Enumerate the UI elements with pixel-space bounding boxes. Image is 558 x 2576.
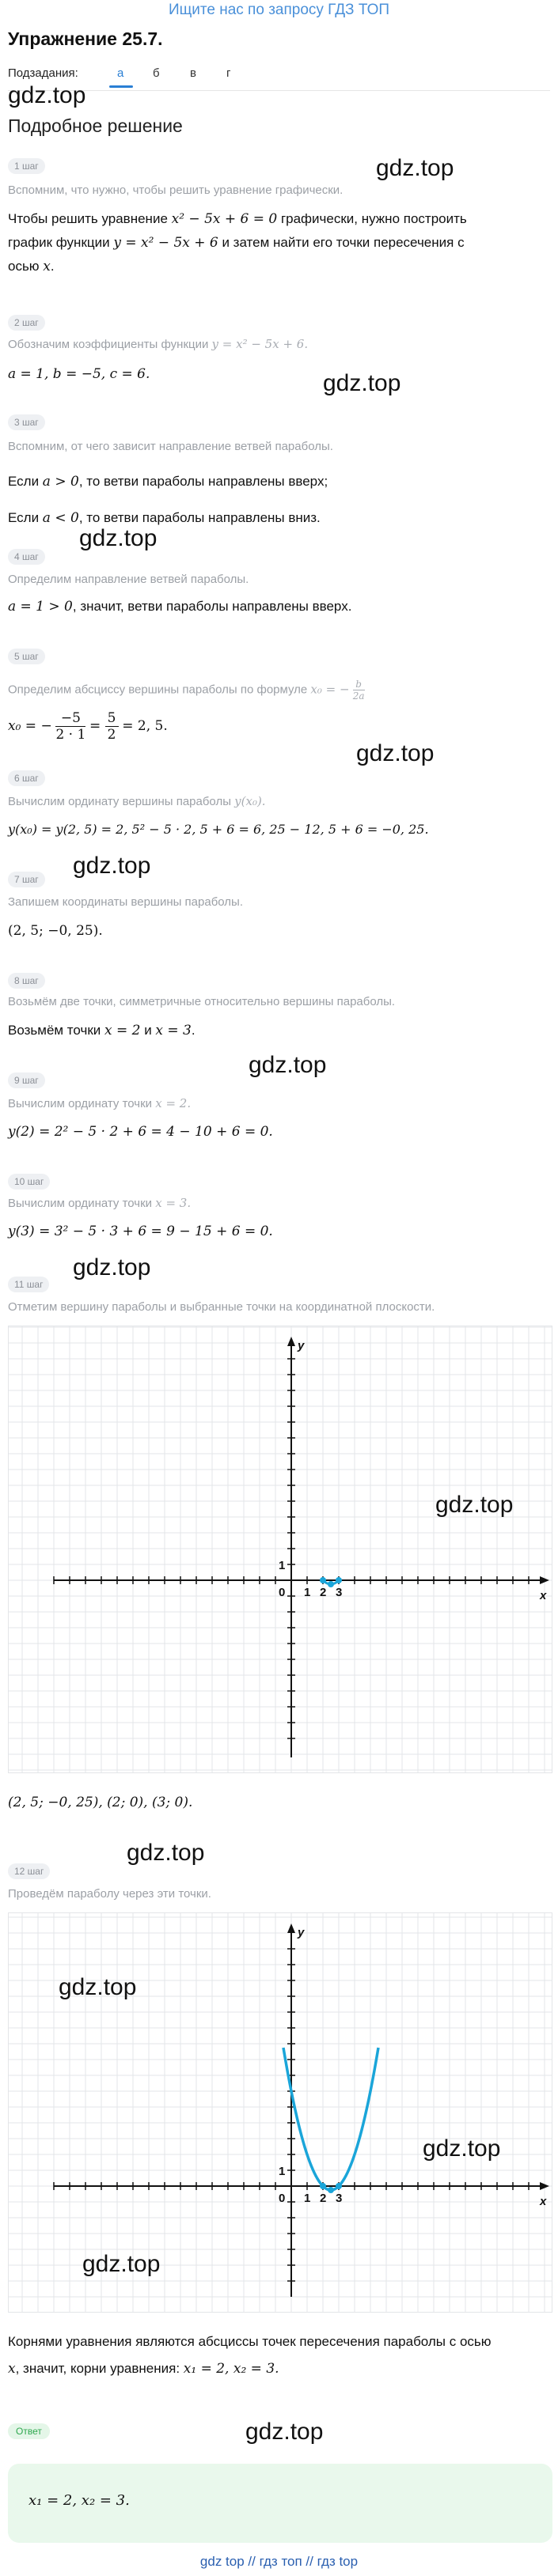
y-axis-arrow xyxy=(287,1923,295,1933)
plot-point xyxy=(320,1577,326,1583)
step-hint: Вычислим ординату вершины параболы y(x₀). xyxy=(8,794,266,808)
step-badge: 10 шаг xyxy=(8,1174,50,1190)
y-tick-label: 1 xyxy=(279,1559,286,1572)
answer-math: x₁ = 2, x₂ = 3. xyxy=(28,2492,130,2509)
origin-label: 0 xyxy=(279,2192,286,2205)
divider xyxy=(8,90,550,91)
x-tick-label: 2 xyxy=(320,1586,327,1599)
plot-point xyxy=(336,1577,342,1583)
watermark: gdz.top xyxy=(73,1254,151,1280)
step-badge: 2 шаг xyxy=(8,315,45,331)
watermark: gdz.top xyxy=(245,2419,324,2445)
points-list: (2, 5; −0, 25), (2; 0), (3; 0). xyxy=(8,1795,193,1810)
footer-links[interactable]: gdz top // гдз топ // гдз top xyxy=(199,2554,359,2569)
watermark: gdz.top xyxy=(249,1052,327,1078)
step-text: Чтобы решить уравнение x² − 5x + 6 = 0 графически, нужно построить график функции y = x² − 5x + 6 и затем найти его точки пересечения с осью x. xyxy=(8,211,467,274)
plot-point xyxy=(328,1581,334,1587)
step-hint: Определим абсциссу вершины параболы по формуле x₀ = − $\frac{b}{2a}$ xyxy=(8,679,365,702)
step-hint: Запишем координаты вершины параболы. xyxy=(8,895,244,909)
step-hint: Определим направление ветвей параболы. xyxy=(8,573,249,586)
x-tick-label: 1 xyxy=(304,2192,311,2205)
watermark: gdz.top xyxy=(82,2251,161,2277)
step-hint: Вспомним, от чего зависит направление ветвей параболы. xyxy=(8,440,333,453)
section-title: Подробное решение xyxy=(8,115,183,136)
step-badge: 3 шаг xyxy=(8,414,45,430)
step-hint: Возьмём две точки, симметричные относительно вершины параболы. xyxy=(8,995,396,1008)
step-badge: 11 шаг xyxy=(8,1277,49,1292)
step-math: y(x₀) = y(2, 5) = 2, 5² − 5 · 2, 5 + 6 = 6, 25 − 12, 5 + 6 = −0, 25. xyxy=(8,822,429,837)
subtasks-label: Подзадания: xyxy=(8,66,78,80)
step-text: Возьмём точки x = 2 и x = 3. xyxy=(8,1023,195,1038)
step-math: x₀ = − $\frac{-5}{2 \cdot 1}$ = $\frac{5}{2}$ = 2, 5. xyxy=(8,710,168,743)
x-tick-label: 1 xyxy=(304,1586,311,1599)
tab-b[interactable]: б xyxy=(153,66,160,80)
answer-tag: Ответ xyxy=(8,2423,50,2439)
watermark: gdz.top xyxy=(323,370,401,396)
tab-v[interactable]: в xyxy=(190,66,196,80)
x-tick-label: 2 xyxy=(320,2192,327,2205)
y-axis-label: y xyxy=(298,1339,305,1352)
step-badge: 5 шаг xyxy=(8,649,45,664)
x-axis-label: x xyxy=(540,1589,547,1602)
answer-box xyxy=(8,2464,552,2543)
watermark: gdz.top xyxy=(73,853,151,879)
step-math: y(2) = 2² − 5 · 2 + 6 = 4 − 10 + 6 = 0. xyxy=(8,1124,273,1140)
step-hint: Вычислим ординату точки x = 2. xyxy=(8,1096,192,1110)
step-hint: Проведём параболу через эти точки. xyxy=(8,1887,211,1901)
x-tick-label: 3 xyxy=(336,2192,343,2205)
watermark: gdz.top xyxy=(79,525,158,551)
x-tick-label: 3 xyxy=(336,1586,343,1599)
plane-border xyxy=(9,1326,552,1773)
origin-label: 0 xyxy=(279,1586,286,1599)
step-hint: Вычислим ординату точки x = 3. xyxy=(8,1196,192,1210)
tab-a[interactable]: а xyxy=(117,66,124,80)
step-math: a = 1, b = −5, c = 6. xyxy=(8,366,150,382)
conclusion-text: Корнями уравнения являются абсциссы точек пересечения параболы с осью x, значит, корни уравнения: x₁ = 2, x₂ = 3. xyxy=(8,2334,492,2377)
step-text: Если a > 0, то ветви параболы направлены вверх; Если a < 0, то ветви параболы направлены вниз. xyxy=(8,474,328,526)
active-tab-indicator xyxy=(109,85,133,88)
tab-g[interactable]: г xyxy=(226,66,231,80)
plot-point xyxy=(320,2183,326,2189)
step-badge: 9 шаг xyxy=(8,1072,45,1088)
plot-point xyxy=(328,2187,334,2193)
coordinate-plane-points xyxy=(8,1326,552,1773)
plot-point xyxy=(336,2183,342,2189)
step-badge: 8 шаг xyxy=(8,973,45,989)
watermark: gdz.top xyxy=(59,1974,137,2000)
page-title: Упражнение 25.7. xyxy=(8,28,163,49)
step-hint: Отметим вершину параболы и выбранные точки на координатной плоскости. xyxy=(8,1300,435,1314)
parabola-curve xyxy=(283,2048,378,2190)
step-badge: 7 шаг xyxy=(8,872,45,887)
y-axis-label: y xyxy=(298,1926,305,1939)
step-badge: 4 шаг xyxy=(8,549,45,565)
watermark: gdz.top xyxy=(8,82,86,108)
step-text: a = 1 > 0, значит, ветви параболы направлены вверх. xyxy=(8,599,352,615)
watermark: gdz.top xyxy=(356,740,435,766)
watermark: gdz.top xyxy=(127,1840,205,1866)
y-tick-label: 1 xyxy=(279,2165,286,2178)
step-badge: 1 шаг xyxy=(8,158,45,174)
step-badge: 12 шаг xyxy=(8,1863,50,1879)
x-axis-label: x xyxy=(540,2195,547,2208)
step-badge: 6 шаг xyxy=(8,770,45,786)
step-math: (2, 5; −0, 25). xyxy=(8,923,103,939)
step-hint: Обозначим коэффициенты функции y = x² − 5x + 6. xyxy=(8,337,309,351)
watermark: gdz.top xyxy=(376,155,454,181)
watermark: gdz.top xyxy=(435,1492,514,1518)
y-axis-arrow xyxy=(287,1337,295,1346)
step-hint: Вспомним, что нужно, чтобы решить уравнение графически. xyxy=(8,183,344,197)
search-banner[interactable]: Ищите нас по запросу ГДЗ ТОП xyxy=(168,2,390,18)
watermark: gdz.top xyxy=(423,2135,501,2162)
step-math: y(3) = 3² − 5 · 3 + 6 = 9 − 15 + 6 = 0. xyxy=(8,1224,273,1239)
